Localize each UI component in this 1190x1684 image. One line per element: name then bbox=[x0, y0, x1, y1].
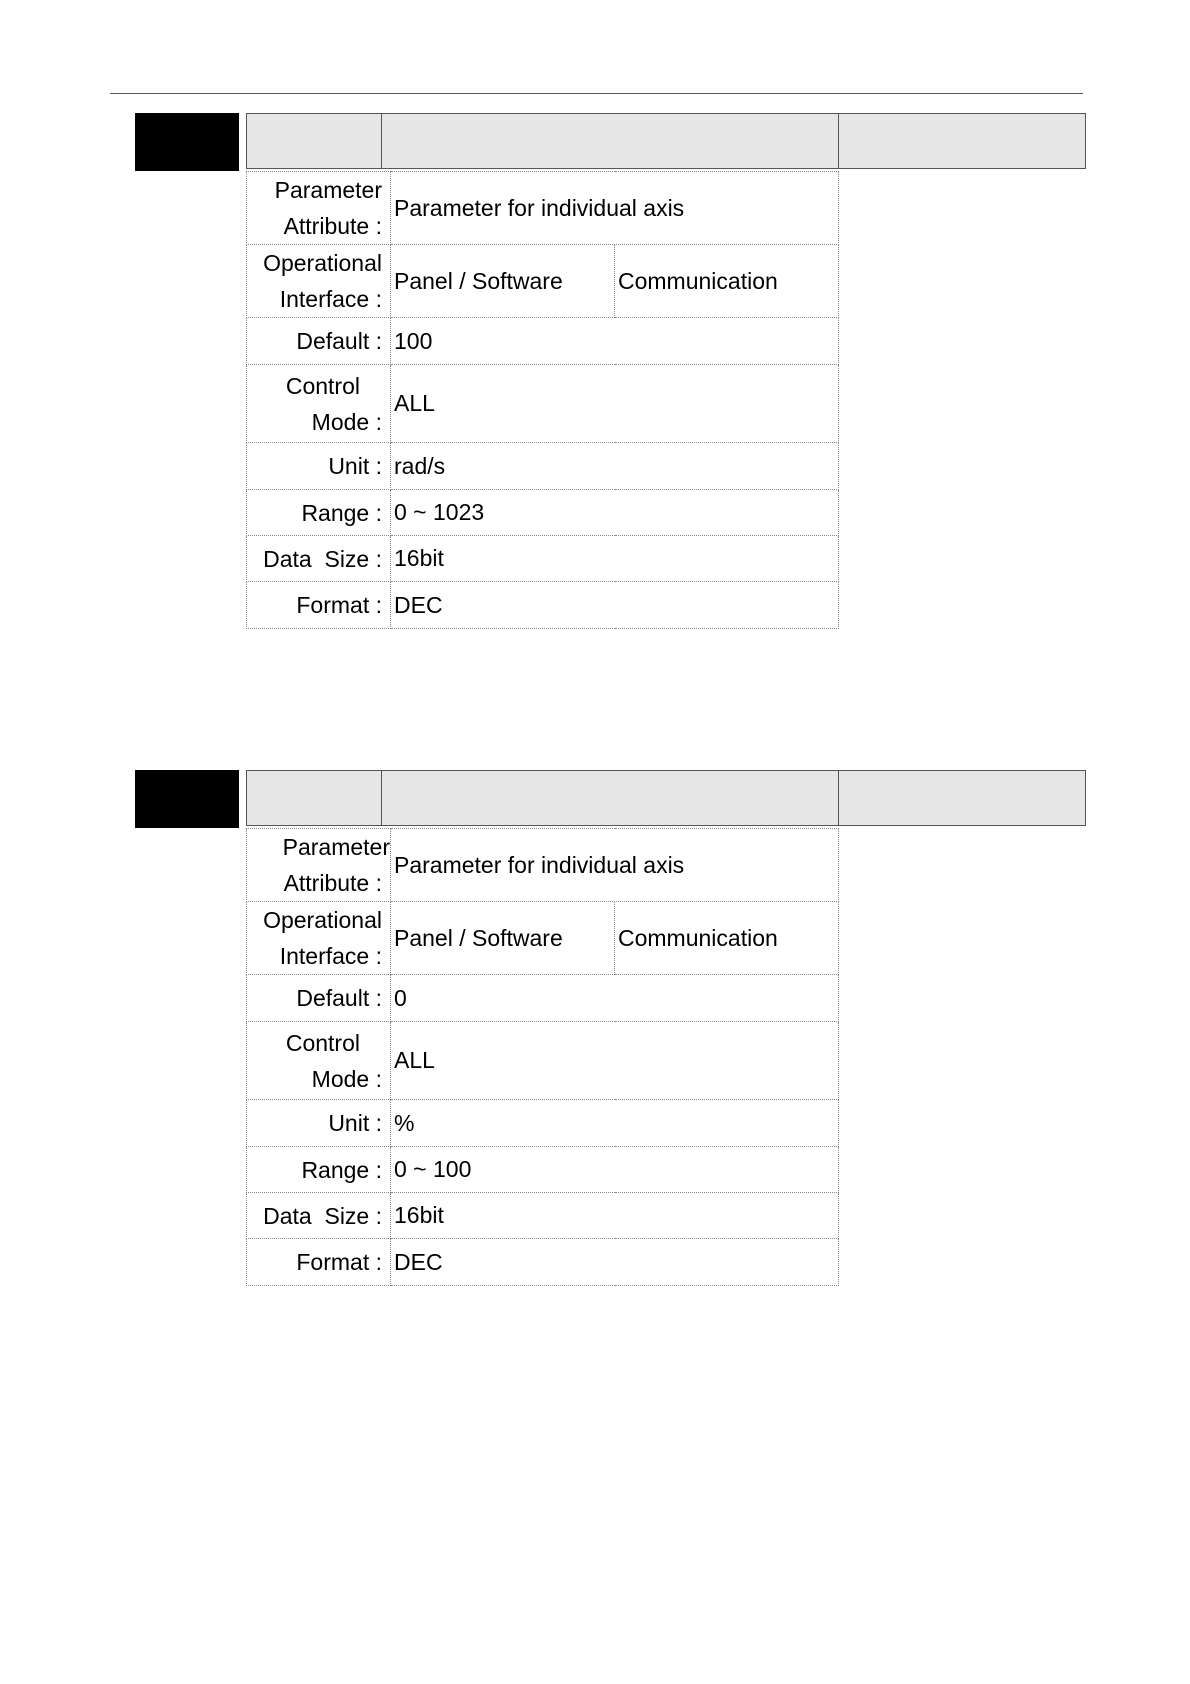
label-unit: Unit : bbox=[247, 1100, 391, 1147]
row-parameter-attribute bbox=[247, 829, 839, 902]
value-panel-software: Panel / Software bbox=[391, 902, 615, 975]
value-parameter-attribute: Parameter for individual axis bbox=[391, 172, 839, 245]
value-range: 0 ~ 100 bbox=[391, 1147, 839, 1193]
value-default: 100 bbox=[391, 318, 839, 365]
label-parameter-attribute: Parameter Attribute : bbox=[247, 172, 391, 245]
row-range bbox=[247, 490, 839, 536]
parameter-code-tab bbox=[135, 770, 239, 828]
parameter-code-tab bbox=[135, 113, 239, 171]
label-control-mode: Control Mode : bbox=[247, 1022, 391, 1100]
label-unit: Unit : bbox=[247, 443, 391, 490]
value-communication: Communication bbox=[615, 902, 839, 975]
label-format: Format : bbox=[247, 582, 391, 629]
label-parameter-attribute: Parameter Attribute : bbox=[247, 829, 391, 902]
row-parameter-attribute bbox=[247, 172, 839, 245]
label-default: Default : bbox=[247, 975, 391, 1022]
header-cell-address bbox=[838, 770, 1086, 826]
row-default bbox=[247, 318, 839, 365]
value-control-mode: ALL bbox=[391, 1022, 839, 1100]
attribute-table bbox=[246, 828, 839, 1286]
header-cell-label bbox=[246, 113, 382, 169]
row-format bbox=[247, 582, 839, 629]
label-data-size: Data Size : bbox=[247, 536, 391, 582]
row-data-size bbox=[247, 536, 839, 582]
label-data-size: Data Size : bbox=[247, 1193, 391, 1239]
attribute-table bbox=[246, 171, 839, 629]
value-panel-software: Panel / Software bbox=[391, 245, 615, 318]
value-communication: Communication bbox=[615, 245, 839, 318]
header-cell-name bbox=[381, 770, 839, 826]
label-control-mode: Control Mode : bbox=[247, 365, 391, 443]
label-range: Range : bbox=[247, 1147, 391, 1193]
header-cell-name bbox=[381, 113, 839, 169]
value-unit: % bbox=[391, 1100, 839, 1147]
label-range: Range : bbox=[247, 490, 391, 536]
row-control-mode bbox=[247, 1022, 839, 1100]
header-cell-label bbox=[246, 770, 382, 826]
value-data-size: 16bit bbox=[391, 536, 839, 582]
row-operational-interface bbox=[247, 245, 839, 318]
row-operational-interface bbox=[247, 902, 839, 975]
value-data-size: 16bit bbox=[391, 1193, 839, 1239]
row-format bbox=[247, 1239, 839, 1286]
row-unit bbox=[247, 1100, 839, 1147]
value-format: DEC bbox=[391, 1239, 839, 1286]
row-data-size bbox=[247, 1193, 839, 1239]
value-format: DEC bbox=[391, 582, 839, 629]
row-default bbox=[247, 975, 839, 1022]
label-operational-interface: Operational Interface : bbox=[247, 245, 391, 318]
value-control-mode: ALL bbox=[391, 365, 839, 443]
value-default: 0 bbox=[391, 975, 839, 1022]
label-default: Default : bbox=[247, 318, 391, 365]
value-range: 0 ~ 1023 bbox=[391, 490, 839, 536]
row-control-mode bbox=[247, 365, 839, 443]
value-unit: rad/s bbox=[391, 443, 839, 490]
row-unit bbox=[247, 443, 839, 490]
label-operational-interface: Operational Interface : bbox=[247, 902, 391, 975]
header-cell-address bbox=[838, 113, 1086, 169]
value-parameter-attribute: Parameter for individual axis bbox=[391, 829, 839, 902]
header-rule bbox=[110, 93, 1083, 94]
row-range bbox=[247, 1147, 839, 1193]
label-format: Format : bbox=[247, 1239, 391, 1286]
